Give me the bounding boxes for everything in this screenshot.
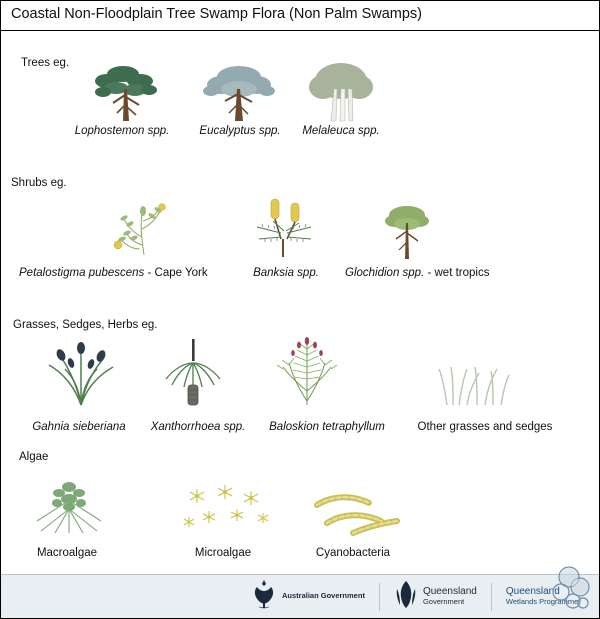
cyanobacteria-icon xyxy=(307,491,403,539)
caption-banksia: Banksia spp. xyxy=(253,267,319,279)
footer-divider-1 xyxy=(379,583,380,611)
tree-icon-eucalyptus xyxy=(197,61,281,123)
caption-petalostigma: Petalostigma pubescens - Cape York xyxy=(19,267,208,279)
shrub-icon-petalostigma xyxy=(106,193,178,261)
queensland-wetlands-label: Queensland Wetlands Programme xyxy=(505,586,579,606)
wetlands-circles-icon xyxy=(547,565,593,619)
caption-baloskion: Baloskion tetraphyllum xyxy=(269,421,385,433)
shrub-icon-banksia xyxy=(249,193,321,259)
caption-glochidion: Glochidion spp. - wet tropics xyxy=(345,267,490,279)
group-heading-trees: Trees eg. xyxy=(21,57,70,69)
footer-divider-2 xyxy=(491,583,492,611)
grass-tree-icon-xanthorrhoea xyxy=(156,337,230,407)
footer-logos xyxy=(251,579,578,614)
tree-icon-lophostemon xyxy=(83,61,173,123)
macroalgae-icon xyxy=(25,473,111,537)
caption-melaleuca: Melaleuca spp. xyxy=(302,125,380,137)
coat-of-arms-icon xyxy=(251,579,277,614)
australian-government-label: Australian Government xyxy=(282,591,365,601)
shrub-icon-glochidion xyxy=(376,197,438,261)
sedge-icon-gahnia xyxy=(39,337,123,407)
caption-xanthorrhoea: Xanthorrhoea spp. xyxy=(150,421,246,433)
caption-microalgae: Microalgae xyxy=(194,547,252,559)
microalgae-icon xyxy=(181,477,273,533)
australian-government-logo xyxy=(251,579,365,614)
group-heading-algae: Algae xyxy=(19,451,49,463)
page-title: Coastal Non-Floodplain Tree Swamp Flora (Non Palm Swamps) xyxy=(11,6,422,22)
tree-icon-melaleuca xyxy=(301,59,381,123)
caption-gahnia: Gahnia sieberiana xyxy=(32,421,126,433)
footer-bar xyxy=(1,574,599,618)
queensland-crest-icon xyxy=(394,579,418,614)
caption-macroalgae: Macroalgae xyxy=(36,547,98,559)
title-bar xyxy=(1,1,599,31)
caption-other-grasses: Other grasses and sedges xyxy=(417,421,553,433)
caption-eucalyptus: Eucalyptus spp. xyxy=(199,125,281,137)
grass-icon-other xyxy=(433,357,515,407)
group-heading-shrubs: Shrubs eg. xyxy=(11,177,67,189)
caption-cyanobacteria: Cyanobacteria xyxy=(315,547,391,559)
group-heading-grasses: Grasses, Sedges, Herbs eg. xyxy=(13,319,158,331)
caption-lophostemon: Lophostemon spp. xyxy=(74,125,170,137)
reed-icon-baloskion xyxy=(263,331,351,407)
queensland-government-label: Queensland Government xyxy=(422,586,477,606)
queensland-government-logo xyxy=(394,579,477,614)
